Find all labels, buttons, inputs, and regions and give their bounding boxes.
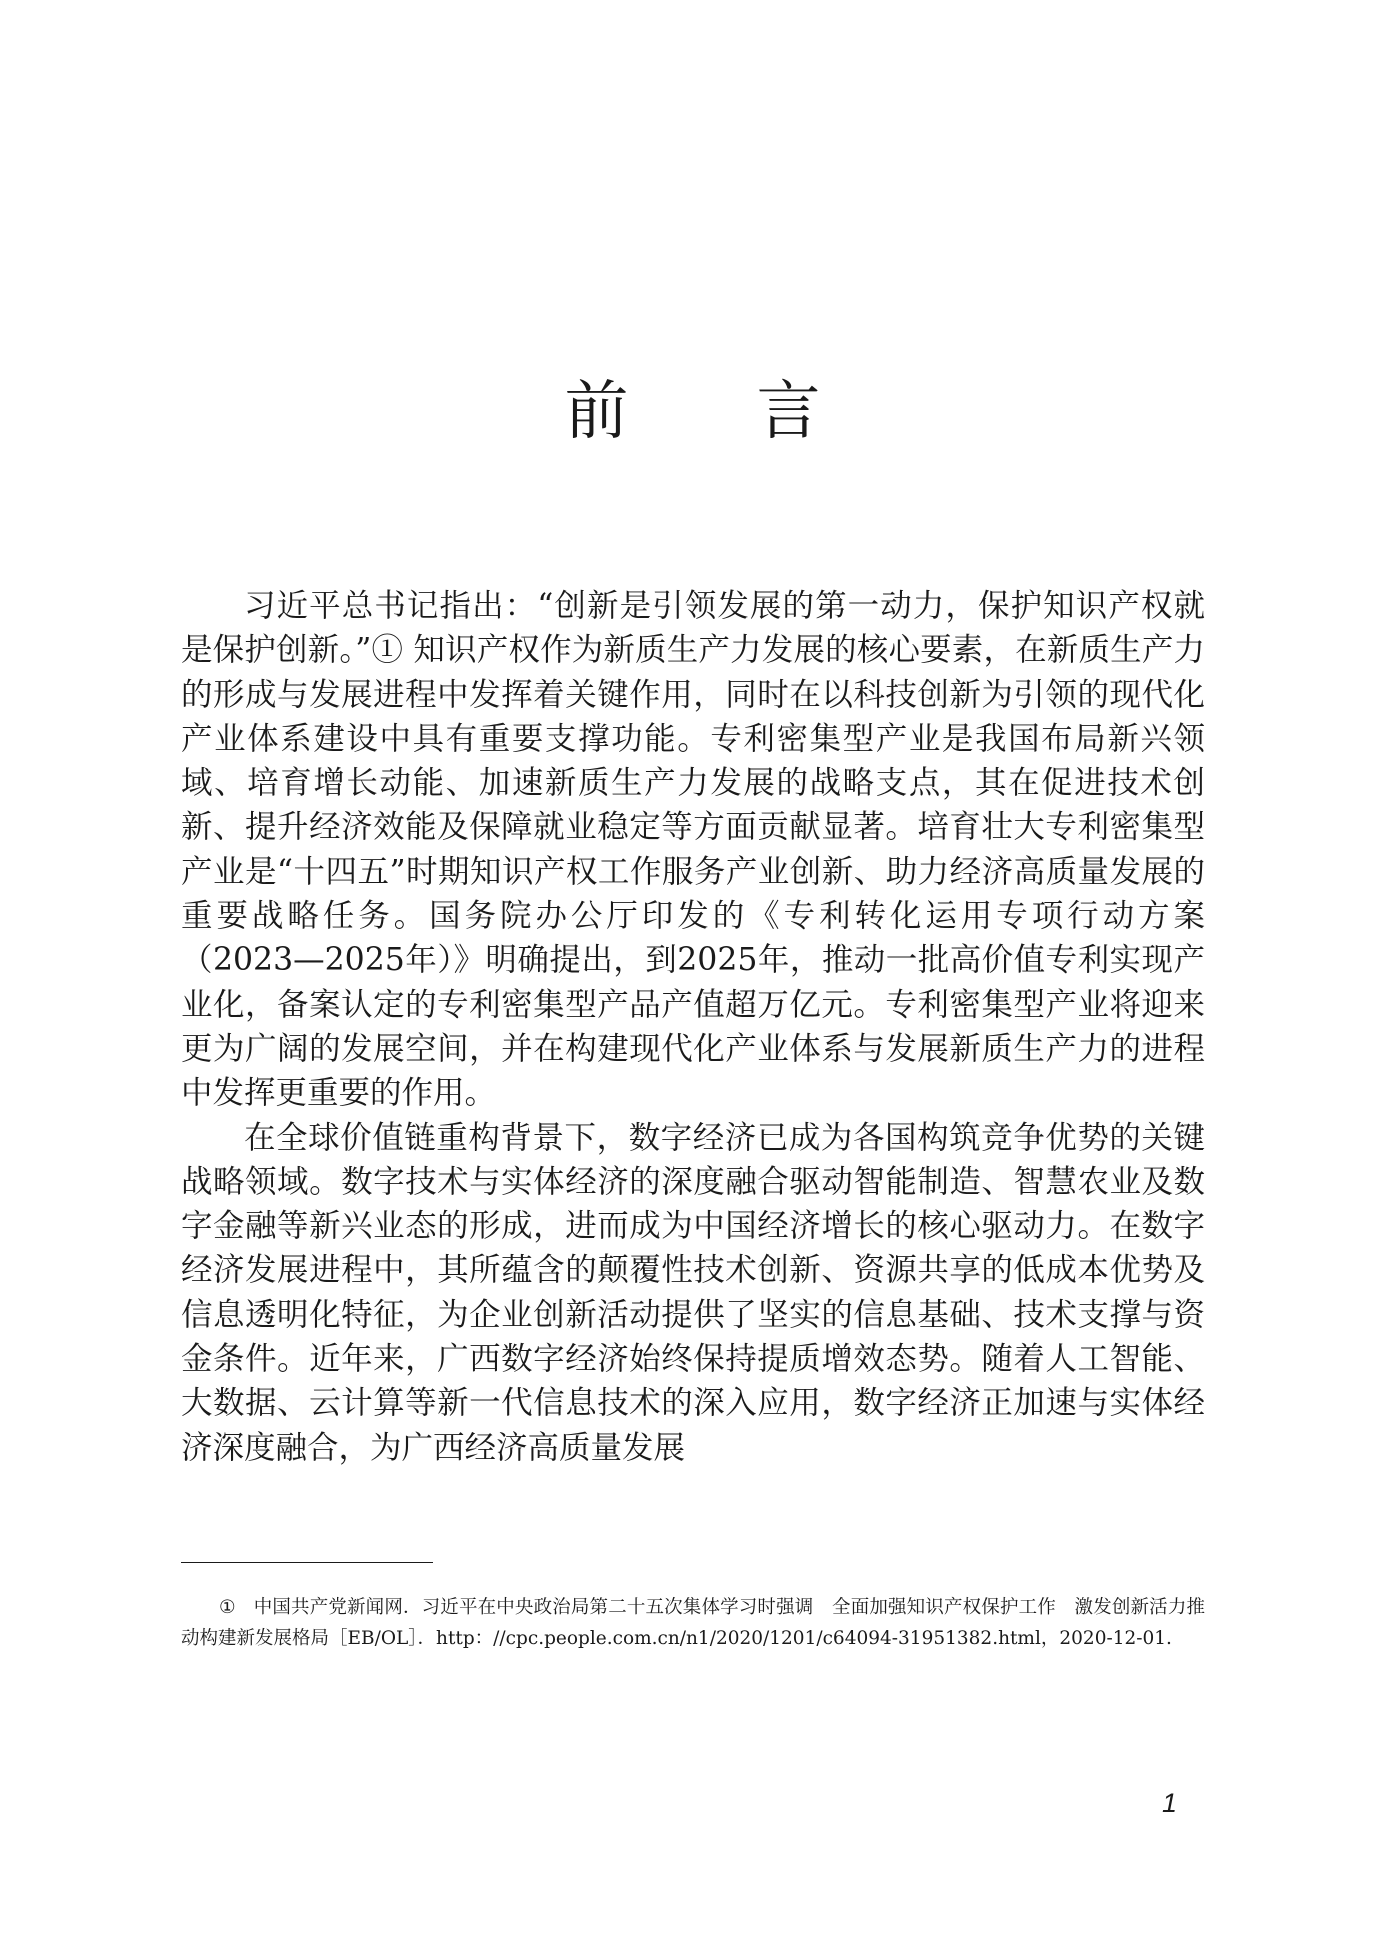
paragraph: 在全球价值链重构背景下，数字经济已成为各国构筑竞争优势的关键战略领域。数字技术与实体经济的深度融合驱动智能制造、智慧农业及数字金融等新兴业态的形成，进而成为中国经济增长的核心驱动力。在数字经济发展进程中，其所蕴含的颠覆性技术创新、资源共享的低成本优势及信息透明化特征，为企业创新活动提供了坚实的信息基础、技术支撑与资金条件。近年来，广西数字经济始终保持提质增效态势。随着人工智能、大数据、云计算等新一代信息技术的深入应用，数字经济正加速与实体经济深度融合，为广西经济高质量发展 — [181, 1119, 1205, 1466]
body-text — [181, 584, 1205, 1470]
page-number: 1 — [1161, 1788, 1177, 1818]
page-title: 前 言 — [564, 375, 821, 449]
footnote — [181, 1592, 1205, 1654]
footnote-divider — [181, 1562, 433, 1563]
paragraph: 习近平总书记指出：“创新是引领发展的第一动力，保护知识产权就是保护创新。”① 知识产权作为新质生产力发展的核心要素，在新质生产力的形成与发展进程中发挥着关键作用，同时在以科技创新为引领的现代化产业体系建设中具有重要支撑功能。专利密集型产业是我国布局新兴领域、培育增长动能、加速新质生产力发展的战略支点，其在促进技术创新、提升经济效能及保障就业稳定等方面贡献显著。培育壮大专利密集型产业是“十四五”时期知识产权工作服务产业创新、助力经济高质量发展的重要战略任务。国务院办公厅印发的《专利转化运用专项行动方案（2023—2025年）》明确提出，到2025年，推动一批高价值专利实现产业化，备案认定的专利密集型产品产值超万亿元。专利密集型产业将迎来更为广阔的发展空间，并在构建现代化产业体系与发展新质生产力的进程中发挥更重要的作用。 — [181, 588, 1205, 1112]
footnote-text: 中国共产党新闻网．习近平在中央政治局第二十五次集体学习时强调 全面加强知识产权保护工作 激发创新活力推动构建新发展格局［EB/OL］．http：//cpc.people.com.cn/n1/2020/1201/c64094-31951382.html，2020-12-01. — [181, 1597, 1205, 1649]
footnote-marker: ① — [219, 1597, 236, 1618]
